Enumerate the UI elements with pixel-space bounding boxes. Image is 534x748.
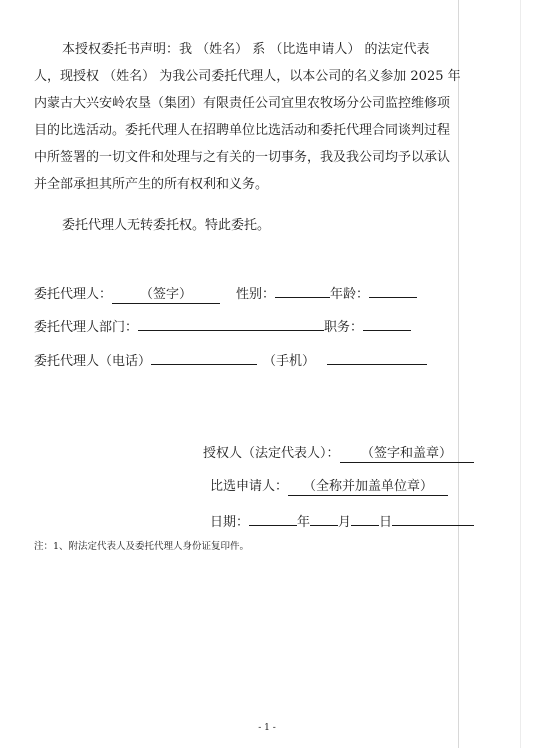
day-label: 日: [379, 515, 393, 530]
year-label: 年: [297, 515, 311, 530]
authorizer-field[interactable]: （签字和盖章）: [340, 446, 474, 463]
authorizer-row: [203, 444, 474, 464]
agent-phone-row: [34, 348, 427, 372]
position-field[interactable]: [363, 314, 411, 331]
date-label: 日期：: [210, 515, 250, 530]
department-field[interactable]: [138, 314, 324, 331]
phone-label: 委托代理人（电话）: [34, 354, 152, 369]
year-field[interactable]: [249, 509, 297, 526]
statement-line-4: 目的比选活动。委托代理人在招聘单位比选活动和委托代理合同谈判过程: [34, 123, 451, 138]
age-field[interactable]: [369, 281, 417, 298]
date-row: [210, 509, 474, 533]
date-extra-field[interactable]: [392, 509, 474, 526]
mobile-field[interactable]: [327, 348, 427, 365]
fold-line-secondary: [520, 0, 521, 748]
authorizer-label: 授权人（法定代表人）：: [203, 446, 340, 461]
note-text: 注：1、附法定代表人及委托代理人身份证复印件。: [34, 541, 250, 552]
gender-label: 性别：: [236, 287, 276, 302]
day-field[interactable]: [351, 509, 379, 526]
statement-line-1: 本授权委托书声明：我 （姓名） 系 （比选申请人） 的法定代表: [62, 42, 430, 57]
agent-department-row: [34, 314, 411, 338]
gender-field[interactable]: [275, 281, 330, 298]
agent-name-field[interactable]: （签字）: [112, 287, 220, 304]
applicant-label: 比选申请人：: [210, 479, 289, 494]
mobile-label: （手机）: [263, 354, 316, 369]
page-number: - 1 -: [258, 723, 276, 733]
applicant-field[interactable]: （全称并加盖单位章）: [288, 479, 448, 496]
agent-name-row: [34, 281, 417, 305]
statement-line-3: 内蒙古大兴安岭农垦（集团）有限责任公司宜里农牧场分公司监控维修项: [34, 96, 451, 111]
phone-field[interactable]: [151, 348, 257, 365]
statement-line-7: 委托代理人无转委托权。特此委托。: [62, 218, 271, 233]
statement-line-2: 人，现授权 （姓名） 为我公司委托代理人，以本公司的名义参加 2025 年: [34, 69, 461, 84]
fold-line: [458, 0, 459, 748]
statement-line-6: 并全部承担其所产生的所有权利和义务。: [34, 177, 269, 192]
month-label: 月: [338, 515, 352, 530]
agent-name-label: 委托代理人：: [34, 287, 113, 302]
age-label: 年龄：: [330, 287, 370, 302]
position-label: 职务：: [324, 320, 364, 335]
month-field[interactable]: [310, 509, 338, 526]
department-label: 委托代理人部门：: [34, 320, 139, 335]
applicant-row: [210, 477, 448, 497]
statement-line-5: 中所签署的一切文件和处理与之有关的一切事务，我及我公司均予以承认: [34, 150, 451, 165]
